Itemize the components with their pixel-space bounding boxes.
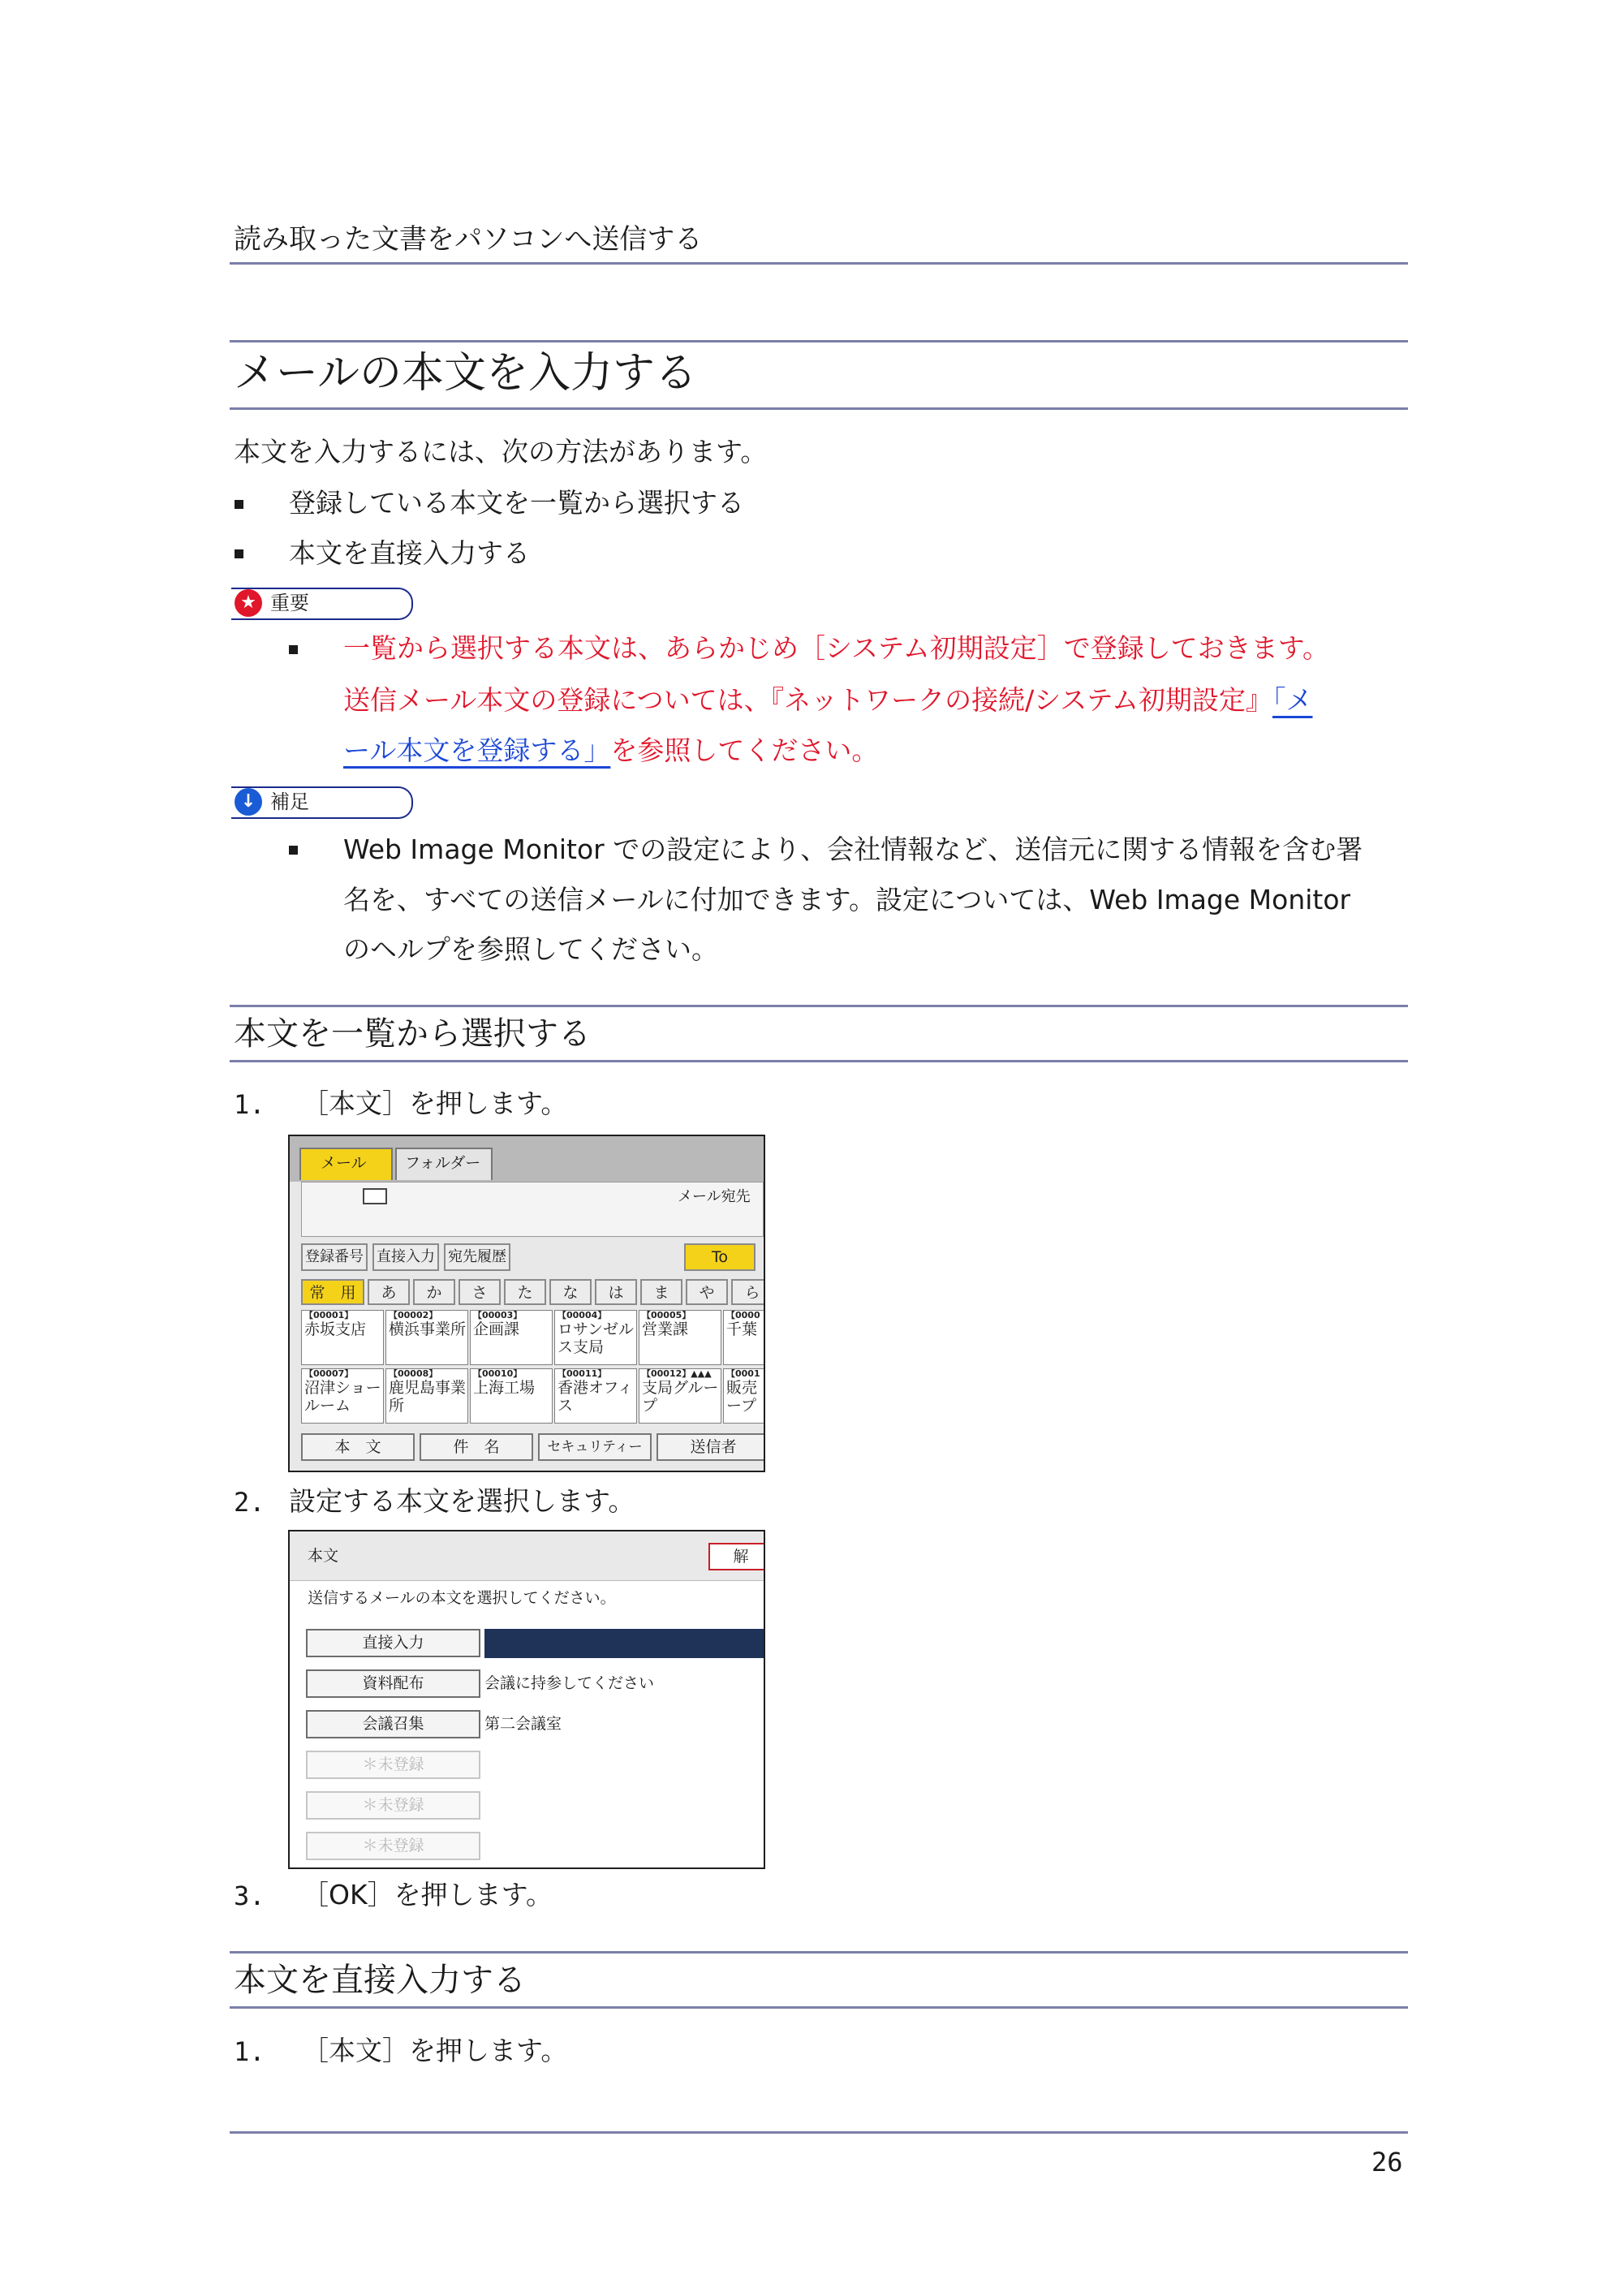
- bullet: [289, 645, 298, 654]
- header-rule: [230, 262, 1408, 265]
- body-text-display: [484, 1629, 764, 1658]
- kana-tab[interactable]: ら: [731, 1279, 765, 1305]
- destination-code: 【00007】: [304, 1368, 354, 1379]
- destination-entry[interactable]: [554, 1368, 637, 1424]
- destination-name: 営業課: [642, 1320, 689, 1338]
- note-line: Web Image Monitor での設定により、会社情報など、送信元に関する情報を含む署: [343, 834, 1363, 865]
- step-text: ［本文］を押します。: [302, 1088, 568, 1119]
- body-button[interactable]: 本 文: [301, 1433, 415, 1461]
- kana-tab[interactable]: ま: [640, 1279, 682, 1305]
- kana-tab[interactable]: た: [504, 1279, 546, 1305]
- destination-name: 支局グルー プ: [642, 1379, 719, 1415]
- kana-tab[interactable]: さ: [458, 1279, 501, 1305]
- destination-name: 上海工場: [473, 1379, 536, 1397]
- destination-name: 販売 ープ: [726, 1379, 758, 1415]
- screenshot-mail-destination: [288, 1135, 765, 1472]
- body-item-button[interactable]: ＊未登録: [306, 1751, 480, 1779]
- destination-code: 【0001: [726, 1368, 760, 1379]
- destination-name: 赤坂支店: [304, 1320, 367, 1338]
- section-rule-bottom: [230, 407, 1408, 410]
- kana-tab[interactable]: あ: [368, 1279, 410, 1305]
- important-line-2: [343, 684, 1313, 716]
- destination-name: 香港オフィ ス: [558, 1379, 633, 1415]
- destination-code: 【00005】: [642, 1310, 691, 1320]
- step-number: 3.: [234, 1880, 265, 1911]
- kana-tab[interactable]: は: [595, 1279, 637, 1305]
- destination-name: ロサンゼル ス支局: [558, 1320, 635, 1356]
- intro-text: 本文を入力するには、次の方法があります。: [234, 436, 768, 467]
- destination-entry[interactable]: [723, 1310, 765, 1365]
- step-number: 1.: [234, 2036, 265, 2067]
- dialog-title-bar: [290, 1531, 764, 1581]
- destination-entry[interactable]: [385, 1368, 468, 1424]
- step-text: 設定する本文を選択します。: [289, 1485, 635, 1517]
- destination-entry[interactable]: [470, 1368, 553, 1424]
- important-line-3: [343, 734, 879, 766]
- step-text: ［OK］を押します。: [302, 1879, 553, 1910]
- body-item-button[interactable]: 会議召集: [306, 1710, 480, 1738]
- kana-tab[interactable]: か: [413, 1279, 455, 1305]
- step-text: ［本文］を押します。: [302, 2035, 568, 2066]
- subsection-rule-bottom: [230, 2006, 1408, 2009]
- subsection-title: 本文を一覧から選択する: [234, 1015, 591, 1053]
- body-item-text: 会議に持参してください: [484, 1674, 655, 1692]
- method-item: 本文を直接入力する: [289, 537, 530, 569]
- destination-code: 【00011】: [558, 1368, 607, 1379]
- subject-button[interactable]: 件 名: [420, 1433, 533, 1461]
- section-title: メールの本文を入力する: [234, 349, 697, 398]
- destination-entry[interactable]: [470, 1310, 553, 1365]
- destination-name: 千葉: [726, 1320, 758, 1338]
- screenshot-body-select: [288, 1530, 765, 1869]
- destination-entry[interactable]: [301, 1310, 384, 1365]
- destination-label: メール宛先: [678, 1188, 751, 1205]
- to-button[interactable]: To: [684, 1243, 756, 1271]
- destination-code: 【00001】: [304, 1310, 354, 1320]
- body-item-text: 第二会議室: [484, 1715, 562, 1733]
- destination-entry[interactable]: [301, 1368, 384, 1424]
- body-item-button[interactable]: 資料配布: [306, 1669, 480, 1698]
- destination-name: 沼津ショー ルーム: [304, 1379, 381, 1415]
- destination-entry[interactable]: [723, 1368, 765, 1424]
- bullet: [235, 500, 243, 509]
- tab-mail-label: メール: [321, 1154, 367, 1172]
- kana-tab[interactable]: な: [549, 1279, 592, 1305]
- subsection-rule-top: [230, 1951, 1408, 1954]
- note-line: のヘルプを参照してください。: [343, 933, 718, 965]
- bullet: [289, 846, 298, 855]
- footer-rule: [230, 2131, 1408, 2134]
- destination-code: 【00003】: [473, 1310, 523, 1320]
- kana-tab[interactable]: 常 用: [301, 1279, 364, 1305]
- subsection-rule-top: [230, 1005, 1408, 1007]
- running-header: 読み取った文書をパソコンへ送信する: [234, 223, 703, 256]
- kana-tab[interactable]: や: [686, 1279, 728, 1305]
- important-line: 一覧から選択する本文は、あらかじめ［システム初期設定］で登録しておきます。: [343, 632, 1330, 664]
- destination-entry[interactable]: [639, 1310, 721, 1365]
- destination-code: 【00004】: [558, 1310, 607, 1320]
- destination-entry[interactable]: [385, 1310, 468, 1365]
- subsection-title: 本文を直接入力する: [234, 1962, 526, 1999]
- close-button[interactable]: 解: [708, 1543, 765, 1570]
- step-number: 2.: [234, 1487, 265, 1518]
- direct-input-button[interactable]: 直接入力: [372, 1243, 439, 1271]
- page-number: 26: [1371, 2147, 1403, 2178]
- section-rule-top: [230, 340, 1408, 342]
- security-button[interactable]: セキュリティー: [538, 1433, 652, 1461]
- register-number-button[interactable]: 登録番号: [301, 1243, 368, 1271]
- subsection-rule-bottom: [230, 1060, 1408, 1062]
- envelope-icon: [363, 1188, 387, 1204]
- sender-button[interactable]: 送信者: [657, 1433, 765, 1461]
- destination-name: 鹿児島事業 所: [389, 1379, 467, 1415]
- body-item-button[interactable]: 直接入力: [306, 1629, 480, 1657]
- destination-code: 【00002】: [389, 1310, 438, 1320]
- body-item-button[interactable]: ＊未登録: [306, 1832, 480, 1860]
- important-text: 送信メール本文の登録については、『ネットワークの接続/システム初期設定』: [343, 684, 1272, 716]
- destination-code: 【00008】: [389, 1368, 438, 1379]
- destination-code: 【0000: [726, 1310, 760, 1320]
- important-label: 重要: [270, 592, 309, 614]
- destination-entry[interactable]: [554, 1310, 637, 1365]
- destination-name: 企画課: [473, 1320, 520, 1338]
- note-line: 名を、すべての送信メールに付加できます。設定については、Web Image Monitor: [343, 884, 1351, 915]
- destination-code: 【00010】: [473, 1368, 523, 1379]
- important-text: を参照してください。: [610, 734, 879, 766]
- step-number: 1.: [234, 1089, 265, 1120]
- reference-link[interactable]: ール本文を登録する」: [343, 734, 611, 766]
- star-icon: ★: [235, 589, 262, 617]
- method-item: 登録している本文を一覧から選択する: [289, 487, 744, 519]
- note-label: 補足: [270, 790, 309, 813]
- arrow-down-icon: ↓: [235, 788, 262, 816]
- reference-link[interactable]: 「メ: [1272, 684, 1313, 716]
- bullet: [235, 549, 243, 558]
- destination-name: 横浜事業所: [389, 1320, 467, 1338]
- dialog-title: 本文: [308, 1547, 339, 1565]
- dialog-instruction: 送信するメールの本文を選択してください。: [308, 1589, 616, 1607]
- tab-folder-label: フォルダー: [405, 1154, 481, 1172]
- destination-code: 【00012】▲▲▲: [642, 1368, 712, 1379]
- destination-entry[interactable]: [639, 1368, 721, 1424]
- history-button[interactable]: 宛先履歴: [444, 1243, 510, 1271]
- body-item-button[interactable]: ＊未登録: [306, 1791, 480, 1820]
